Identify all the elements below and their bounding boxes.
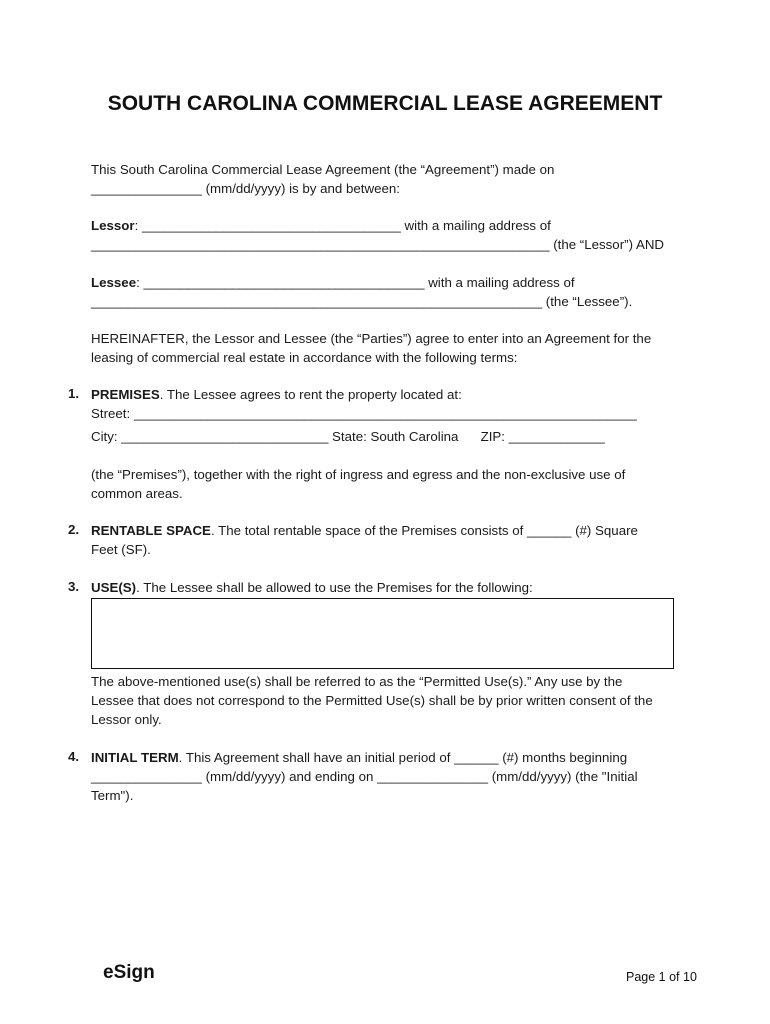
premises-line-1 [91, 386, 691, 405]
page-number: Page 1 of 10 [626, 970, 697, 984]
section-1-number: 1. [68, 386, 80, 401]
lessor-line-1 [91, 217, 691, 236]
lessee-label: Lessee [91, 275, 137, 290]
uses-after-2: Lessee that does not correspond to the Permitted Use(s) shall be by prior written consent of the [91, 693, 653, 708]
esign-logo: eSign [103, 962, 155, 983]
document-title: SOUTH CAROLINA COMMERCIAL LEASE AGREEMENT [107, 92, 663, 115]
term-line-1 [91, 749, 691, 768]
rentable-line-1-rest: . The total rentable space of the Premises consists of ______ (#) Square [210, 523, 638, 538]
premises-city: City: ____________________________ State: South Carolina ZIP: _____________ [91, 429, 605, 444]
section-3-number: 3. [68, 579, 80, 594]
hereinafter-line-1: HEREINAFTER, the Lessor and Lessee (the “Parties”) agree to enter into an Agreement for the [91, 331, 652, 346]
uses-after-1: The above-mentioned use(s) shall be referred to as the “Permitted Use(s).” Any use by the [91, 674, 623, 689]
term-line-1-rest: . This Agreement shall have an initial period of ______ (#) months beginning [178, 750, 628, 765]
lessor-label: Lessor [91, 218, 135, 233]
intro-line-2: _______________ (mm/dd/yyyy) is by and between: [91, 181, 400, 196]
lessee-line-1-rest: : ______________________________________ with a mailing address of [136, 275, 575, 290]
permitted-uses-textbox[interactable] [91, 598, 674, 669]
premises-note-1: (the “Premises”), together with the right of ingress and egress and the non-exclusive use of [91, 467, 626, 482]
rentable-heading: RENTABLE SPACE [91, 523, 211, 538]
term-line-2: _______________ (mm/dd/yyyy) and ending on _______________ (mm/dd/yyyy) (the "Initial [91, 769, 638, 784]
premises-heading: PREMISES [91, 387, 160, 402]
rentable-line-2: Feet (SF). [91, 542, 151, 557]
lessor-line-2: ______________________________________________________________ (the “Lessor”) AND [91, 237, 665, 252]
premises-street: Street: ____________________________________________________________________ [91, 406, 637, 421]
section-2-number: 2. [68, 522, 80, 537]
lessee-line-1 [91, 274, 691, 293]
term-line-3: Term"). [91, 788, 134, 803]
section-4-number: 4. [68, 749, 80, 764]
term-heading: INITIAL TERM [91, 750, 179, 765]
hereinafter-line-2: leasing of commercial real estate in accordance with the following terms: [91, 350, 518, 365]
premises-note-2: common areas. [91, 486, 183, 501]
uses-after-3: Lessor only. [91, 712, 162, 727]
lessee-line-2: _____________________________________________________________ (the “Lessee”). [91, 294, 633, 309]
uses-heading: USE(S) [91, 580, 137, 595]
intro-line-1: This South Carolina Commercial Lease Agreement (the “Agreement”) made on [91, 162, 555, 177]
uses-line-1 [91, 579, 691, 598]
lessor-line-1-rest: : ___________________________________ with a mailing address of [134, 218, 551, 233]
uses-line-1-rest: . The Lessee shall be allowed to use the Premises for the following: [136, 580, 533, 595]
premises-line-1-rest: . The Lessee agrees to rent the property located at: [159, 387, 462, 402]
rentable-line-1 [91, 522, 691, 541]
